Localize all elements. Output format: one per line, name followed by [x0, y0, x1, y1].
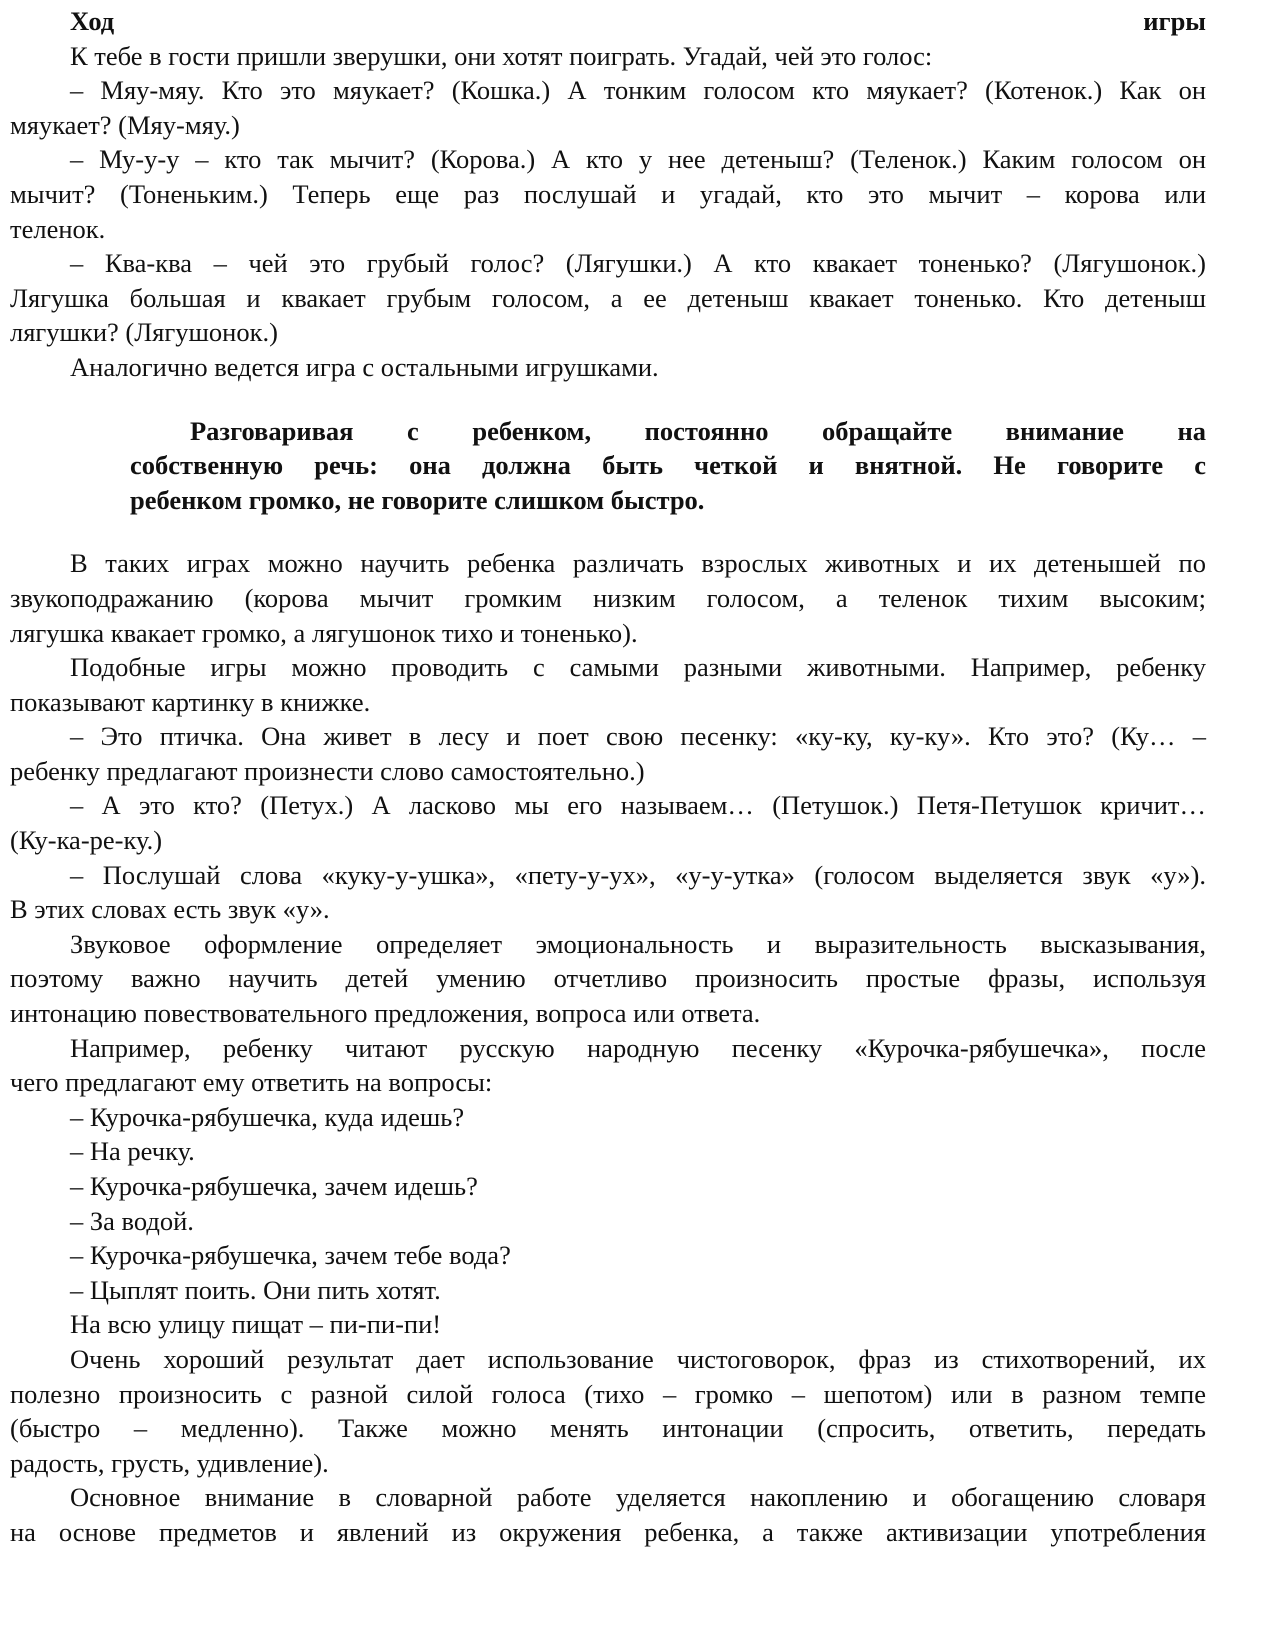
text-line: – Цыплят поить. Они пить хотят. — [70, 1274, 441, 1305]
text-line: звукоподражанию (корова мычит громким низким голосом, а теленок тихим высоким; — [10, 582, 1206, 613]
text-line: мычит? (Тоненьким.) Теперь еще раз послушай и угадай, кто это мычит – корова или — [10, 178, 1206, 209]
paragraph — [10, 1307, 1206, 1342]
paragraph — [10, 927, 1206, 1031]
text-line: лягушка квакает громко, а лягушонок тихо и тоненько). — [10, 617, 638, 648]
text-line: – Мяу-мяу. Кто это мяукает? (Кошка.) А тонким голосом кто мяукает? (Котенок.) Как он — [70, 75, 1206, 106]
text-line: ребенку предлагают произнести слово самостоятельно.) — [10, 755, 645, 786]
text-line: Например, ребенку читают русскую народную песенку «Курочка-рябушечка», после — [70, 1032, 1206, 1063]
paragraph — [10, 1273, 1206, 1308]
text-line: на основе предметов и явлений из окружения ребенка, а также активизации употребления — [10, 1516, 1206, 1547]
section-title: Ход игры — [70, 6, 1206, 36]
paragraph — [10, 1342, 1206, 1480]
text-line: интонацию повествовательного предложения, вопроса или ответа. — [10, 998, 761, 1029]
text-line: В таких играх можно научить ребенка различать взрослых животных и их детенышей по — [70, 548, 1206, 579]
text-line: – Курочка-рябушечка, зачем тебе вода? — [70, 1240, 511, 1271]
paragraph — [10, 1238, 1206, 1273]
text-line: – Курочка-рябушечка, зачем идешь? — [70, 1171, 478, 1201]
text-line: поэтому важно научить детей умению отчетливо произносить простые фразы, используя — [10, 963, 1206, 994]
paragraph — [10, 719, 1206, 788]
text-line: Основное внимание в словарной работе уделяется накоплению и обогащению словаря — [70, 1482, 1206, 1513]
paragraph — [10, 142, 1206, 246]
text-line: Разговаривая с ребенком, постоянно обращайте внимание на — [190, 415, 1206, 446]
text-line: – За водой. — [70, 1205, 194, 1236]
text-line: – Послушай слова «куку-у-ушка», «пету-у-ух», «у-у-утка» (голосом выделяется звук «у»). — [70, 859, 1206, 890]
paragraph — [10, 73, 1206, 142]
document-body — [10, 39, 1206, 1550]
text-line: (быстро – медленно). Также можно менять интонации (спросить, ответить, передать — [10, 1413, 1206, 1444]
text-line: Аналогично ведется игра с остальными игрушками. — [70, 351, 659, 382]
paragraph — [10, 1031, 1206, 1100]
text-line: – Это птичка. Она живет в лесу и поет свою песенку: «ку-ку, ку-ку». Кто это? (Ку… – — [70, 721, 1206, 752]
text-line: – На речку. — [70, 1136, 195, 1167]
text-line: чего предлагают ему ответить на вопросы: — [10, 1067, 493, 1098]
paragraph — [10, 546, 1206, 650]
text-line: полезно произносить с разной силой голоса (тихо – громко – шепотом) или в разном темпе — [10, 1378, 1206, 1409]
text-line: – А это кто? (Петух.) А ласково мы его называем… (Петушок.) Петя-Петушок кричит… — [70, 790, 1206, 821]
text-line: – Курочка-рябушечка, куда идешь? — [70, 1101, 465, 1132]
text-line: теленок. — [10, 213, 106, 244]
paragraph — [10, 1134, 1206, 1169]
paragraph — [10, 1100, 1206, 1135]
text-line: показывают картинку в книжке. — [10, 686, 371, 717]
text-line: собственную речь: она должна быть четкой и внятной. Не говорите с — [130, 450, 1206, 481]
text-line: радость, грусть, удивление). — [10, 1447, 329, 1478]
paragraph — [10, 858, 1206, 927]
text-line: В этих словах есть звук «у». — [10, 894, 330, 925]
text-line: – Ква-ква – чей это грубый голос? (Лягушки.) А кто квакает тоненько? (Лягушонок.) — [70, 248, 1206, 279]
paragraph — [10, 39, 1206, 74]
paragraph — [10, 788, 1206, 857]
text-line: лягушки? (Лягушонок.) — [10, 317, 278, 348]
paragraph — [10, 350, 1206, 385]
paragraph — [10, 246, 1206, 350]
paragraph — [10, 650, 1206, 719]
text-line: На всю улицу пищат – пи-пи-пи! — [70, 1309, 442, 1340]
text-line: К тебе в гости пришли зверушки, они хотят поиграть. Угадай, чей это голос: — [70, 40, 933, 71]
document-page — [10, 4, 1206, 1550]
text-line: Подобные игры можно проводить с самыми разными животными. Например, ребенку — [70, 652, 1206, 683]
text-line: мяукает? (Мяу-мяу.) — [10, 109, 240, 140]
text-line: Лягушка большая и квакает грубым голосом, а ее детеныш квакает тоненько. Кто детеныш — [10, 282, 1206, 313]
paragraph — [10, 1204, 1206, 1239]
text-line: – Му-у-у – кто так мычит? (Корова.) А кто у нее детеныш? (Теленок.) Каким голосом он — [70, 144, 1206, 175]
text-line: ребенком громко, не говорите слишком быстро. — [130, 484, 705, 515]
paragraph — [10, 1480, 1206, 1549]
text-line: Звуковое оформление определяет эмоциональность и выразительность высказывания, — [70, 928, 1206, 959]
paragraph — [10, 1169, 1206, 1204]
text-line: (Ку-ка-ре-ку.) — [10, 825, 163, 856]
text-line: Очень хороший результат дает использование чистоговорок, фраз из стихотворений, их — [70, 1343, 1206, 1374]
highlighted-note — [130, 414, 1206, 518]
